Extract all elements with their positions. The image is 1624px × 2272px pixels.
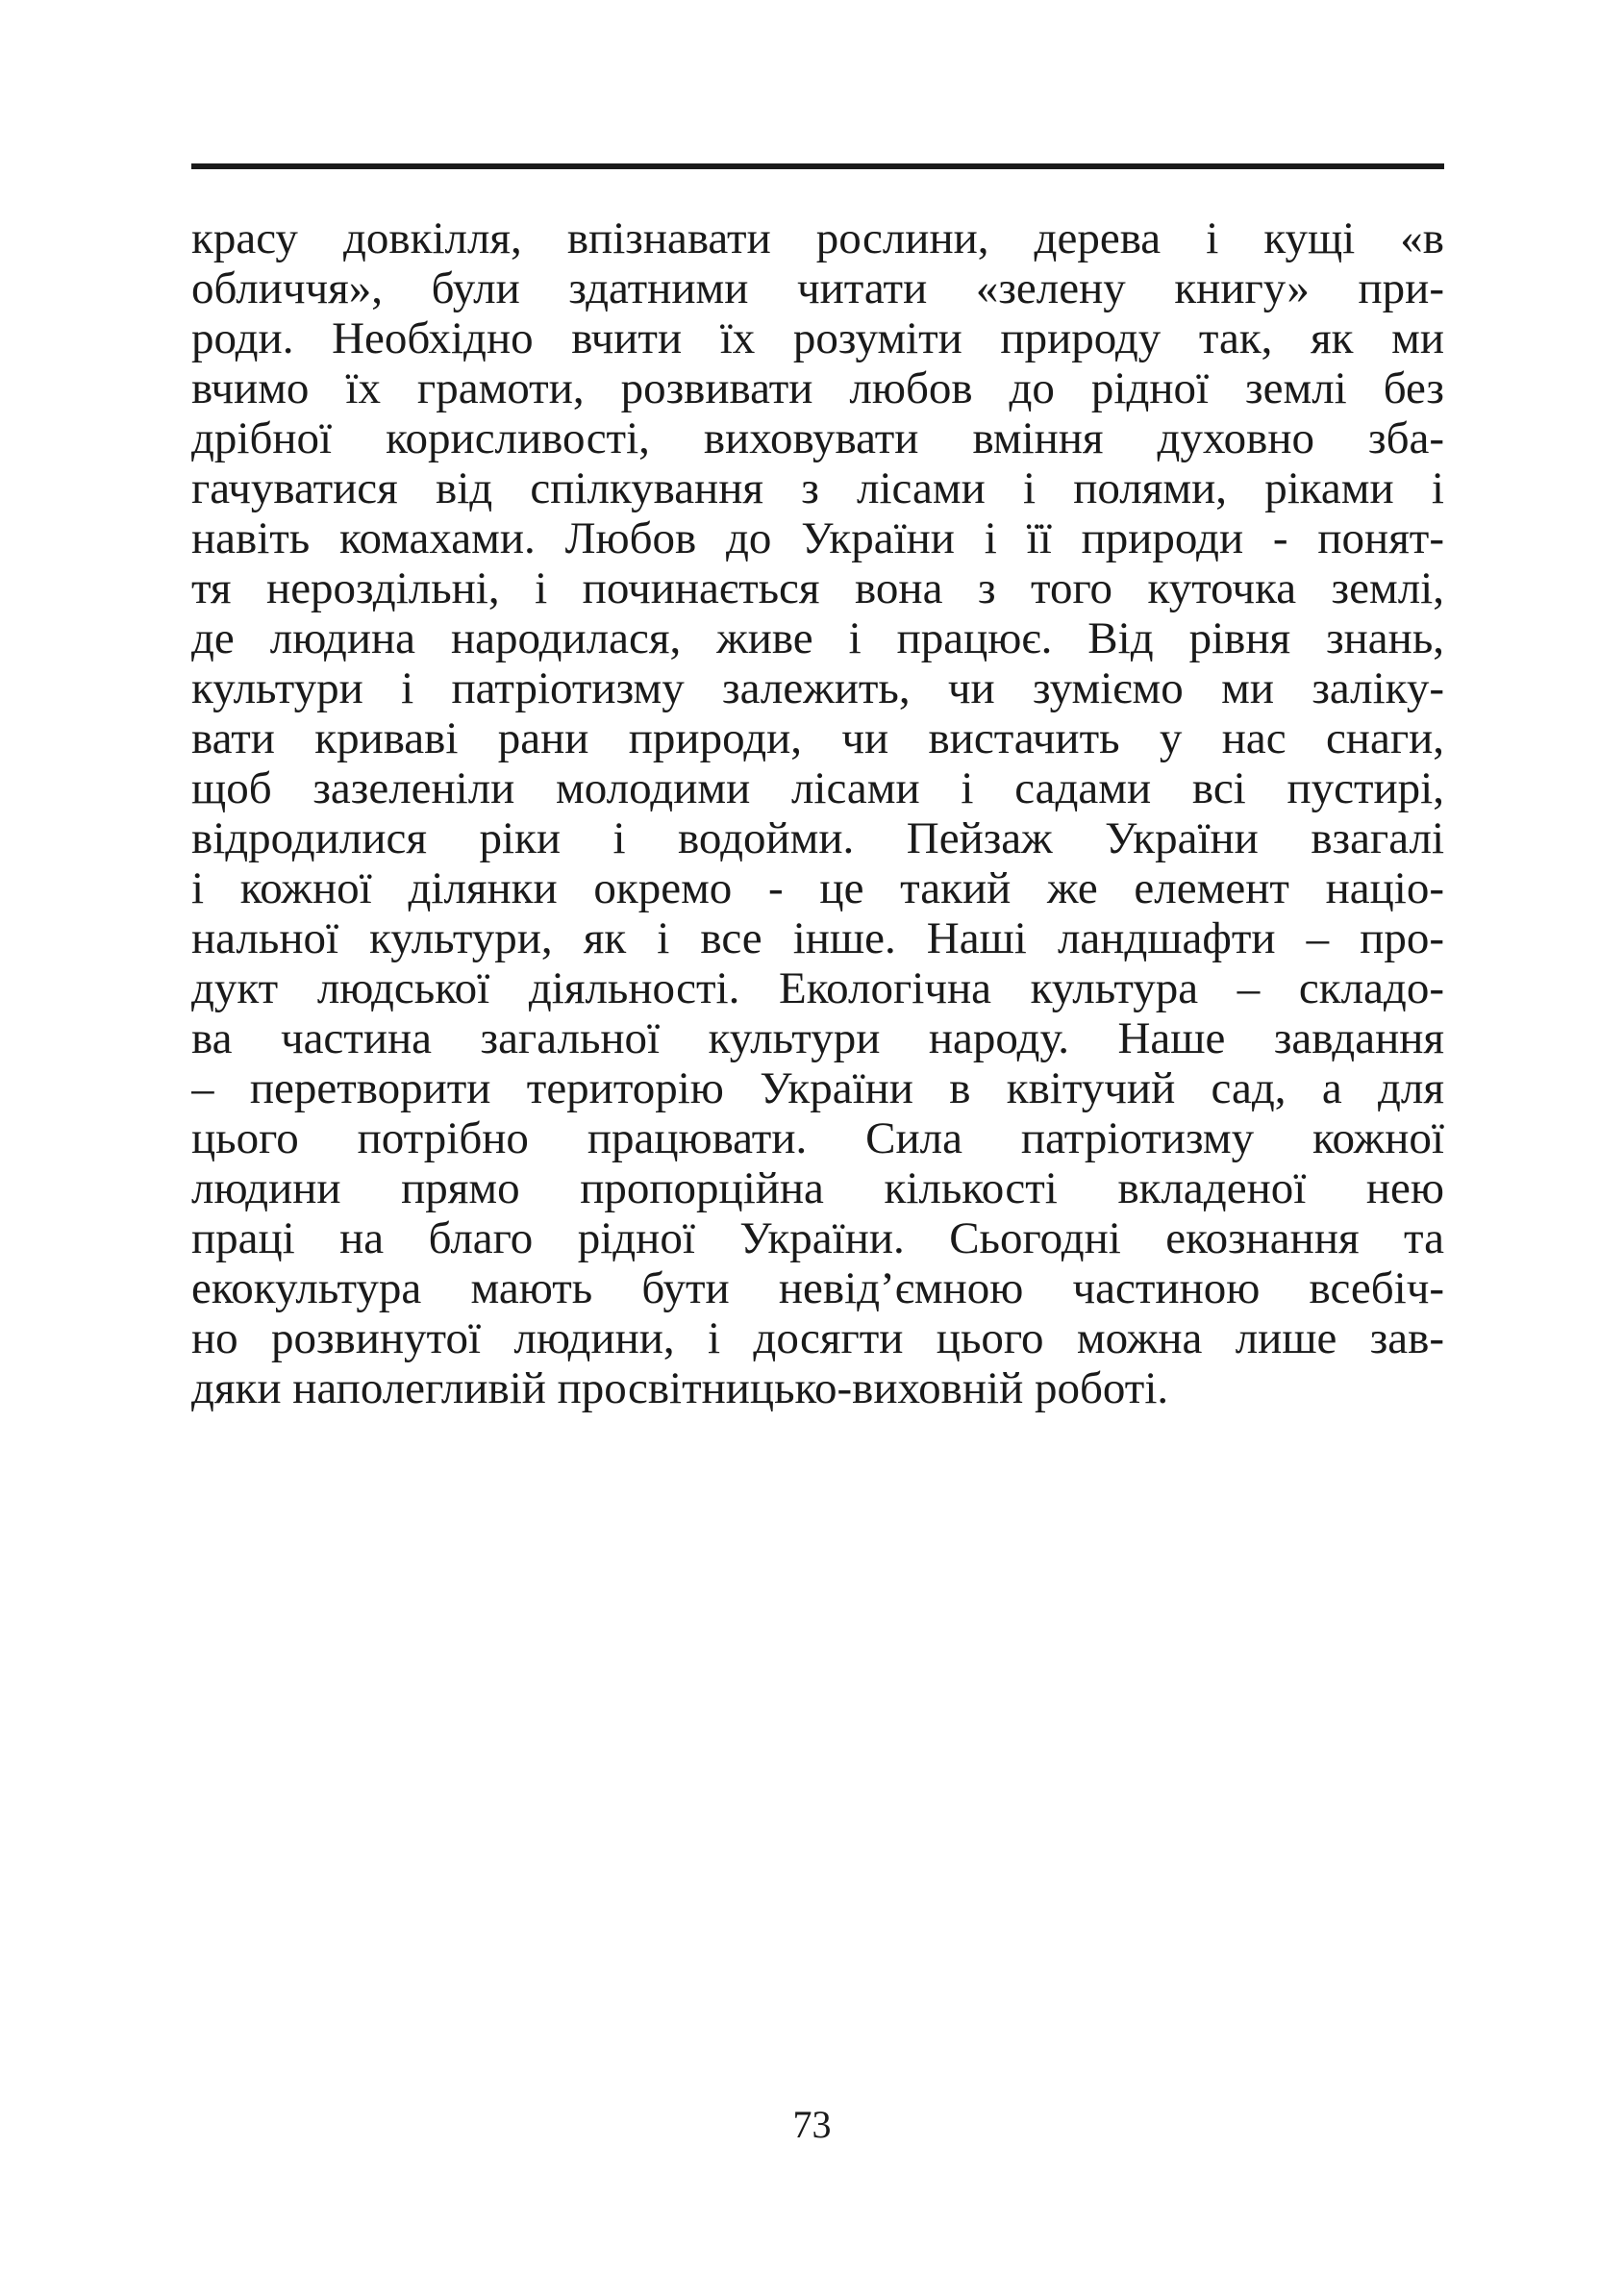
text-line: – перетворити територію України в квітучий сад, а для [191, 1063, 1444, 1113]
text-line: нальної культури, як і все інше. Наші ландшафти – про- [191, 913, 1444, 963]
text-line: красу довкілля, впізнавати рослини, дерева і кущі «в [191, 213, 1444, 263]
text-line: тя нероздільні, і починається вона з того куточка землі, [191, 563, 1444, 613]
text-line: і кожної ділянки окремо - це такий же елемент націо- [191, 863, 1444, 913]
text-line: вчимо їх грамоти, розвивати любов до рідної землі без [191, 363, 1444, 413]
text-line: ва частина загальної культури народу. Наше завдання [191, 1013, 1444, 1063]
text-line: навіть комахами. Любов до України і її природи - понят- [191, 513, 1444, 563]
text-line: гачуватися від спілкування з лісами і полями, ріками і [191, 463, 1444, 513]
text-line: щоб зазеленіли молодими лісами і садами всі пустирі, [191, 763, 1444, 813]
text-line: дукт людської діяльності. Екологічна культура – складо- [191, 963, 1444, 1013]
text-line: людини прямо пропорційна кількості вкладеної нею [191, 1163, 1444, 1213]
text-line: дяки наполегливій просвітницько-виховній роботі. [191, 1363, 1169, 1413]
text-line: цього потрібно працювати. Сила патріотизму кожної [191, 1113, 1444, 1163]
page-number: 73 [792, 2103, 832, 2146]
text-line: дрібної корисливості, виховувати вміння духовно зба- [191, 413, 1444, 463]
text-line: но розвинутої людини, і досягти цього можна лише зав- [191, 1313, 1444, 1363]
text-line: праці на благо рідної України. Сьогодні екознання та [191, 1213, 1444, 1263]
text-line: роди. Необхідно вчити їх розуміти природу так, як ми [191, 313, 1444, 363]
text-line: вати криваві рани природи, чи вистачить у нас снаги, [191, 713, 1444, 763]
text-line: відродилися ріки і водойми. Пейзаж України взагалі [191, 813, 1444, 863]
text-line: культури і патріотизму залежить, чи зуміємо ми заліку- [191, 663, 1444, 713]
body-paragraph [191, 213, 1444, 1413]
header-rule [191, 163, 1444, 169]
text-line: де людина народилася, живе і працює. Від рівня знань, [191, 613, 1444, 663]
text-line: екокультура мають бути невід’ємною частиною всебіч- [191, 1263, 1444, 1313]
text-line: обличчя», були здатними читати «зелену книгу» при- [191, 263, 1444, 313]
